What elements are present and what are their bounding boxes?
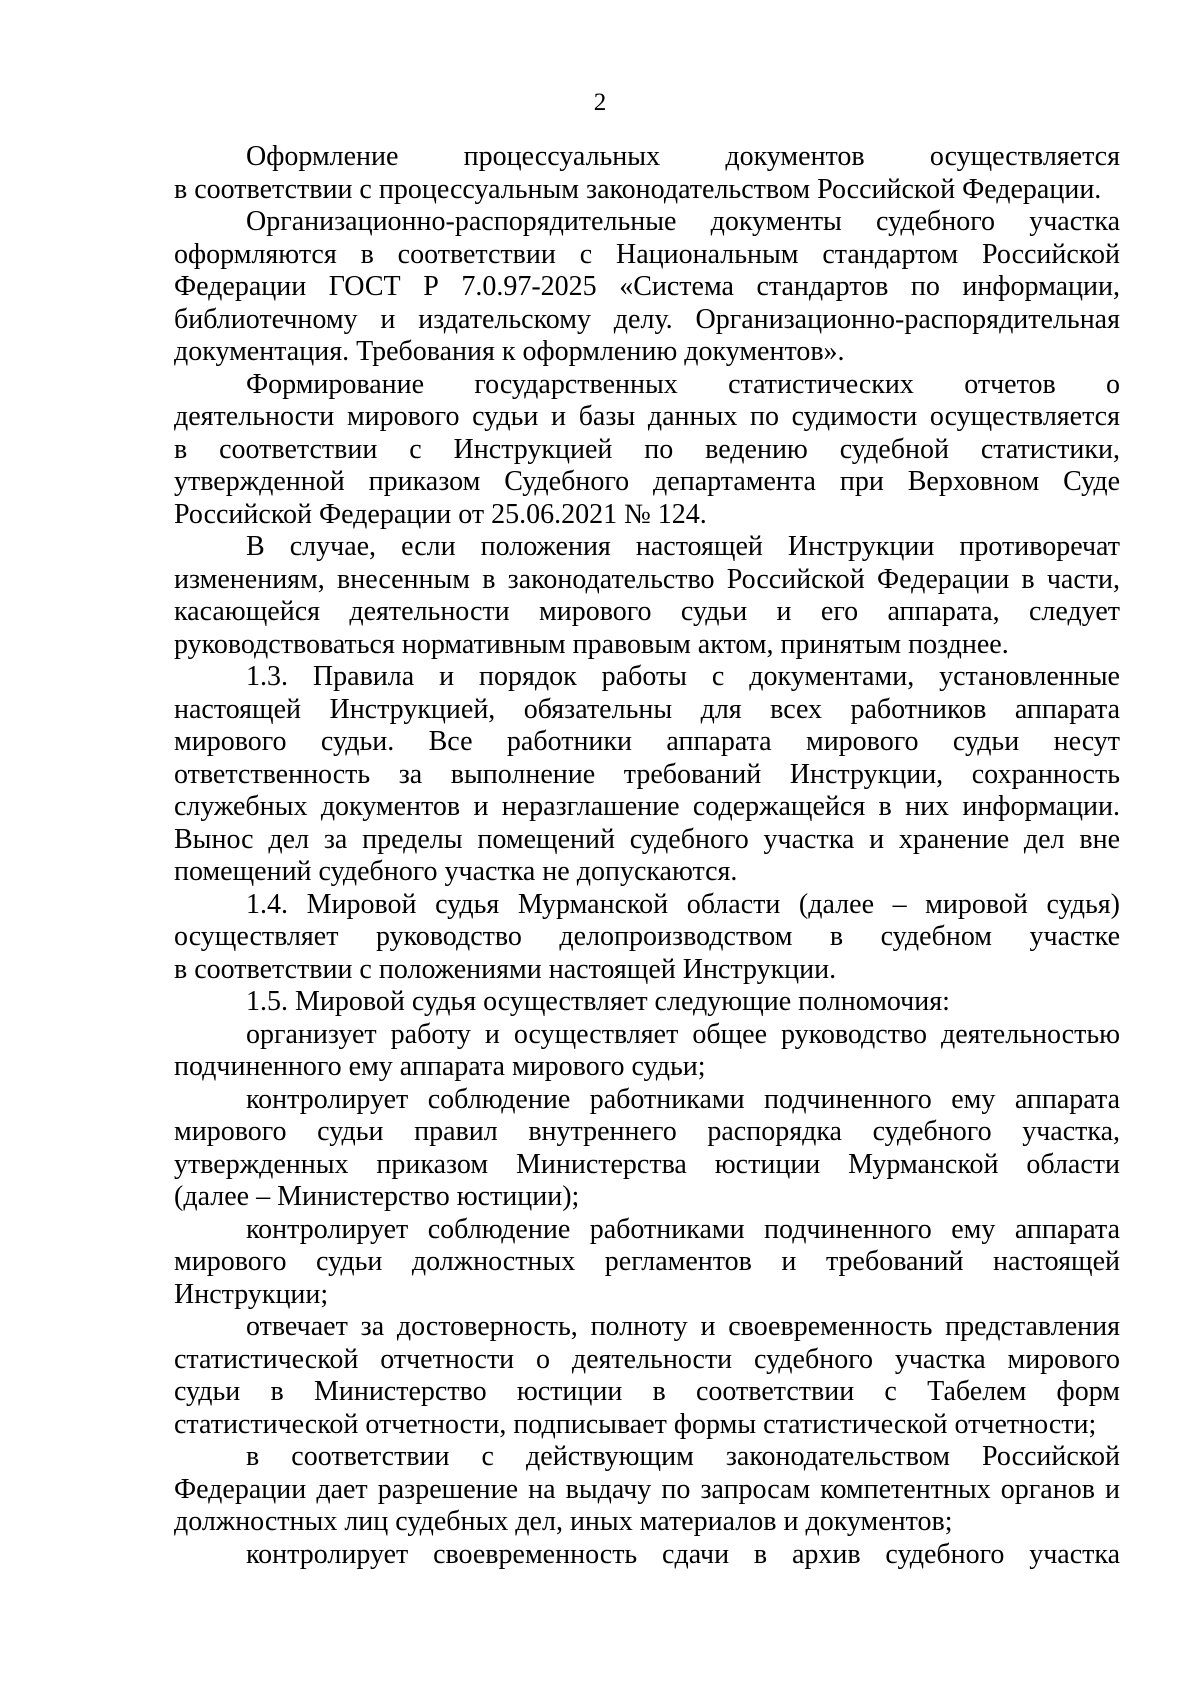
text-line: контролирует соблюдение работниками подчиненного ему аппарата <box>246 1083 1120 1115</box>
text-line: изменениям, внесенным в законодательство Российской Федерации в части, <box>174 563 1120 595</box>
text-line: утвержденных приказом Министерства юстиции Мурманской области <box>174 1148 1120 1180</box>
text-line: Организационно-распорядительные документы судебного участка <box>246 206 1120 237</box>
text-line: Оформление процессуальных документов осуществляется <box>246 141 1120 172</box>
paragraph <box>174 661 1120 889</box>
text-line: документация. Требования к оформлению документов». <box>174 336 845 367</box>
paragraph <box>174 1311 1120 1441</box>
text-line: библиотечному и издательскому делу. Организационно-распорядительная <box>174 303 1120 335</box>
text-line: Федерации ГОСТ Р 7.0.97-2025 «Система стандартов по информации, <box>174 271 1120 302</box>
text-line: 1.5. Мировой судья осуществляет следующие полномочия: <box>246 986 950 1017</box>
text-line: в соответствии с Инструкцией по ведению судебной статистики, <box>174 433 1120 465</box>
text-line: касающейся деятельности мирового судьи и его аппарата, следует <box>174 596 1120 627</box>
text-line: Формирование государственных статистических отчетов о <box>246 368 1120 400</box>
text-line: контролирует своевременность сдачи в архив судебного участка <box>246 1538 1120 1570</box>
text-line: судьи в Министерство юстиции в соответствии с Табелем форм <box>174 1376 1120 1407</box>
paragraph <box>174 206 1120 369</box>
text-line: мирового судьи. Все работники аппарата мирового судьи несут <box>174 726 1120 757</box>
text-line: настоящей Инструкцией, обязательны для всех работников аппарата <box>174 693 1120 725</box>
paragraph <box>174 1084 1120 1214</box>
text-line: отвечает за достоверность, полноту и своевременность представления <box>246 1311 1120 1342</box>
text-line: 1.3. Правила и порядок работы с документами, установленные <box>246 661 1120 692</box>
text-line: Вынос дел за пределы помещений судебного участка и хранение дел вне <box>174 823 1120 855</box>
text-line: утвержденной приказом Судебного департамента при Верховном Суде <box>174 466 1120 497</box>
text-line: в соответствии с положениями настоящей Инструкции. <box>174 953 837 985</box>
text-line: контролирует соблюдение работниками подчиненного ему аппарата <box>246 1213 1120 1245</box>
paragraph <box>174 141 1120 206</box>
document-body <box>174 141 1120 1571</box>
text-line: служебных документов и неразглашение содержащейся в них информации. <box>174 791 1120 822</box>
text-line: осуществляет руководство делопроизводством в судебном участке <box>174 921 1120 952</box>
text-line: должностных лиц судебных дел, иных материалов и документов; <box>174 1506 953 1537</box>
paragraph <box>174 1214 1120 1312</box>
text-line: (далее – Министерство юстиции); <box>174 1181 580 1212</box>
text-line: 1.4. Мировой судья Мурманской области (далее – мировой судья) <box>246 888 1120 920</box>
text-line: мирового судьи должностных регламентов и требований настоящей <box>174 1246 1120 1277</box>
text-line: деятельности мирового судьи и базы данных по судимости осуществляется <box>174 401 1120 432</box>
paragraph <box>174 1539 1120 1572</box>
text-line: В случае, если положения настоящей Инструкции противоречат <box>246 531 1120 562</box>
paragraph <box>174 531 1120 661</box>
paragraph <box>174 889 1120 987</box>
text-line: руководствоваться нормативным правовым актом, принятым позднее. <box>174 628 1009 660</box>
paragraph <box>174 1019 1120 1084</box>
text-line: организует работу и осуществляет общее руководство деятельностью <box>246 1018 1120 1050</box>
text-line: Федерации дает разрешение на выдачу по запросам компетентных органов и <box>174 1473 1120 1505</box>
text-line: мирового судьи правил внутреннего распорядка судебного участка, <box>174 1116 1120 1147</box>
text-line: оформляются в соответствии с Национальным стандартом Российской <box>174 238 1120 270</box>
paragraph <box>174 986 1120 1019</box>
text-line: подчиненного ему аппарата мирового судьи; <box>174 1051 706 1082</box>
paragraph <box>174 369 1120 532</box>
text-line: в соответствии с действующим законодательством Российской <box>246 1441 1120 1472</box>
text-line: Инструкции; <box>174 1278 329 1310</box>
paragraph <box>174 1441 1120 1539</box>
text-line: статистической отчетности, подписывает формы статистической отчетности; <box>174 1408 1097 1440</box>
text-line: в соответствии с процессуальным законодательством Российской Федерации. <box>174 173 1102 205</box>
text-line: ответственность за выполнение требований Инструкции, сохранность <box>174 758 1120 790</box>
text-line: статистической отчетности о деятельности судебного участка мирового <box>174 1343 1120 1375</box>
page-number: 2 <box>593 89 607 116</box>
text-line: помещений судебного участка не допускаются. <box>174 856 738 887</box>
text-line: Российской Федерации от 25.06.2021 № 124. <box>174 498 707 530</box>
